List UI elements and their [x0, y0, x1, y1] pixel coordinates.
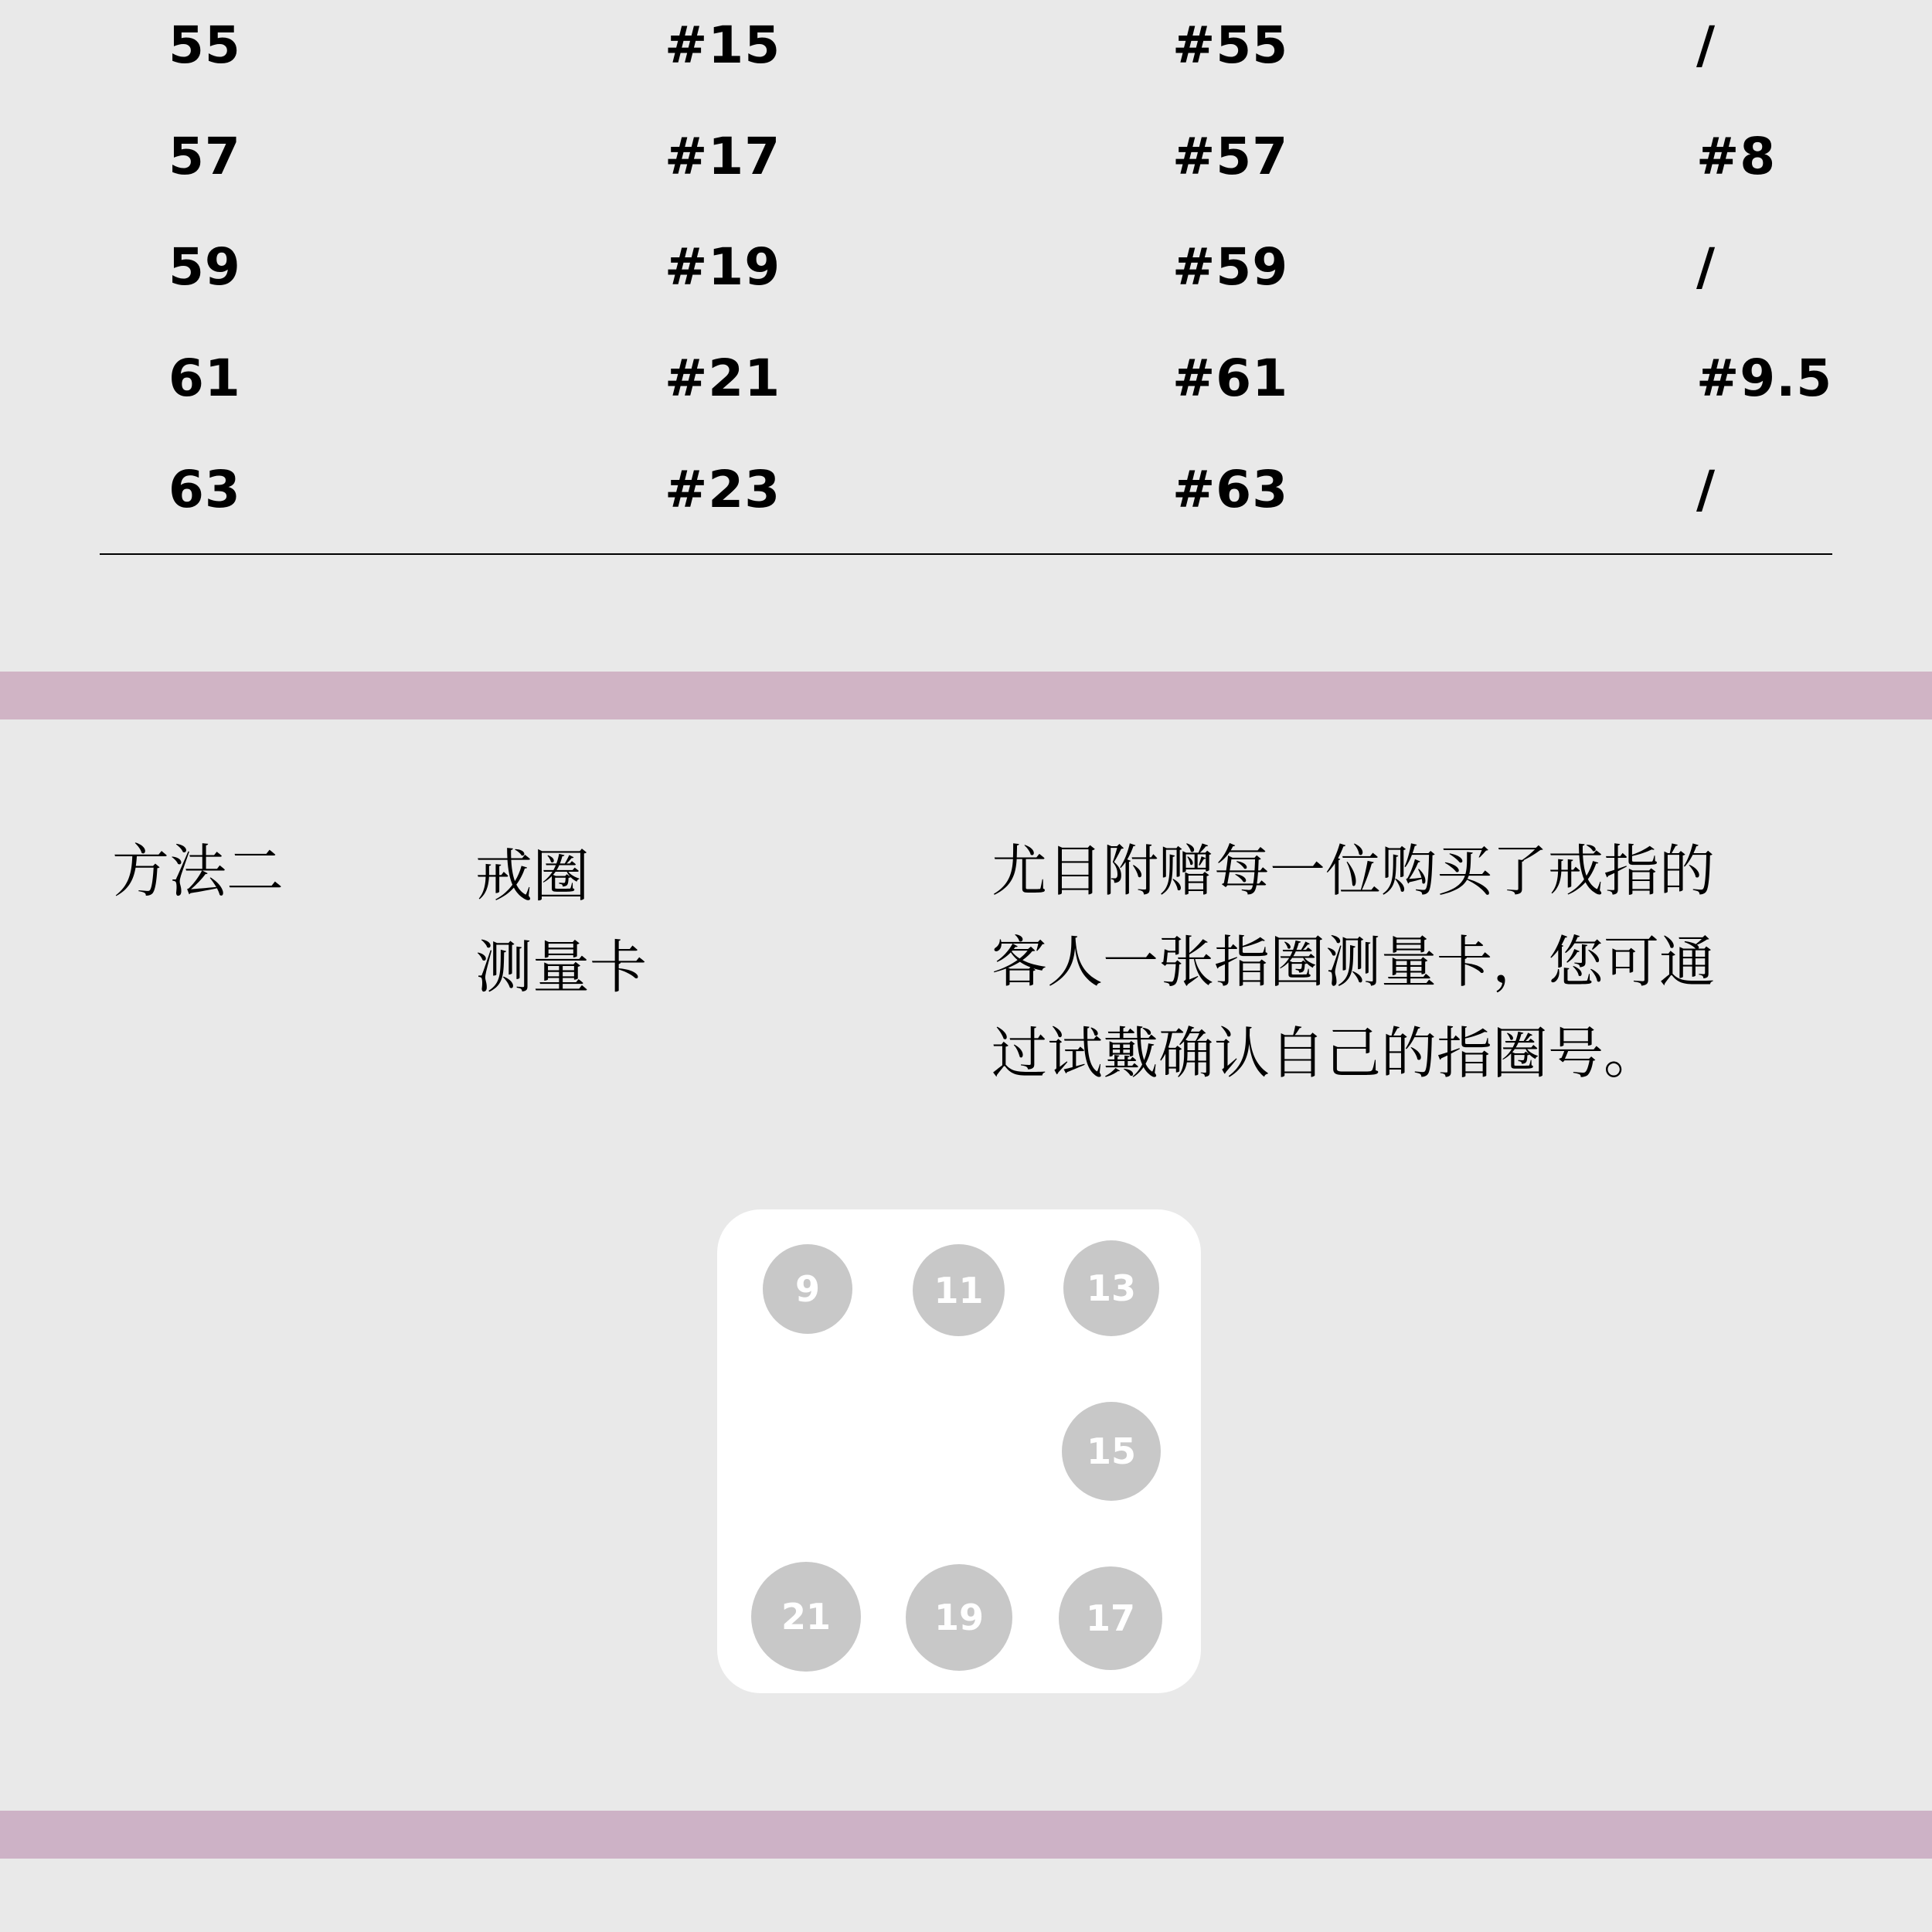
table-cell: 59	[168, 237, 241, 297]
table-cell: #9.5	[1696, 349, 1833, 408]
table-row	[0, 118, 1932, 196]
table-cell: #21	[665, 349, 781, 408]
sizer-hole: 17	[1059, 1566, 1162, 1670]
table-cell: 57	[168, 127, 241, 186]
method-label: 方法二	[112, 838, 284, 905]
table-cell: 63	[168, 460, 241, 519]
table-cell: 61	[168, 349, 241, 408]
table-cell: /	[1696, 460, 1716, 519]
tool-name-line: 测量卡	[475, 934, 647, 1001]
table-bottom-rule	[100, 553, 1832, 555]
tool-name-line: 戒圈	[475, 843, 590, 910]
table-cell: #63	[1172, 460, 1289, 519]
section-divider-band	[0, 1811, 1932, 1859]
table-row	[0, 229, 1932, 306]
sizer-hole: 21	[751, 1562, 861, 1672]
sizer-hole: 13	[1063, 1240, 1159, 1336]
description-line: 过试戴确认自己的指圈号。	[992, 1021, 1660, 1086]
size-table	[0, 0, 1932, 556]
table-row	[0, 340, 1932, 417]
tool-name	[475, 831, 647, 1013]
table-cell: 55	[168, 15, 241, 75]
table-row	[0, 7, 1932, 84]
ring-sizer-card-illustration	[717, 1209, 1201, 1693]
table-cell: #15	[665, 15, 781, 75]
table-cell: #23	[665, 460, 781, 519]
table-cell: #8	[1696, 127, 1777, 186]
section-divider-band	[0, 672, 1932, 719]
description-line: 客人一张指圈测量卡，您可通	[992, 930, 1716, 995]
table-cell: #17	[665, 127, 781, 186]
table-cell: /	[1696, 237, 1716, 297]
table-cell: #19	[665, 237, 781, 297]
sizer-hole: 11	[913, 1244, 1005, 1336]
table-cell: #61	[1172, 349, 1289, 408]
table-cell: /	[1696, 15, 1716, 75]
sizer-hole: 9	[763, 1244, 852, 1334]
table-row	[0, 451, 1932, 529]
table-cell: #55	[1172, 15, 1289, 75]
sizer-hole: 19	[906, 1564, 1012, 1671]
sizer-hole: 15	[1062, 1402, 1161, 1501]
table-cell: #57	[1172, 127, 1289, 186]
description-line: 尤目附赠每一位购买了戒指的	[992, 838, 1716, 903]
method-description	[992, 825, 1826, 1099]
table-cell: #59	[1172, 237, 1289, 297]
